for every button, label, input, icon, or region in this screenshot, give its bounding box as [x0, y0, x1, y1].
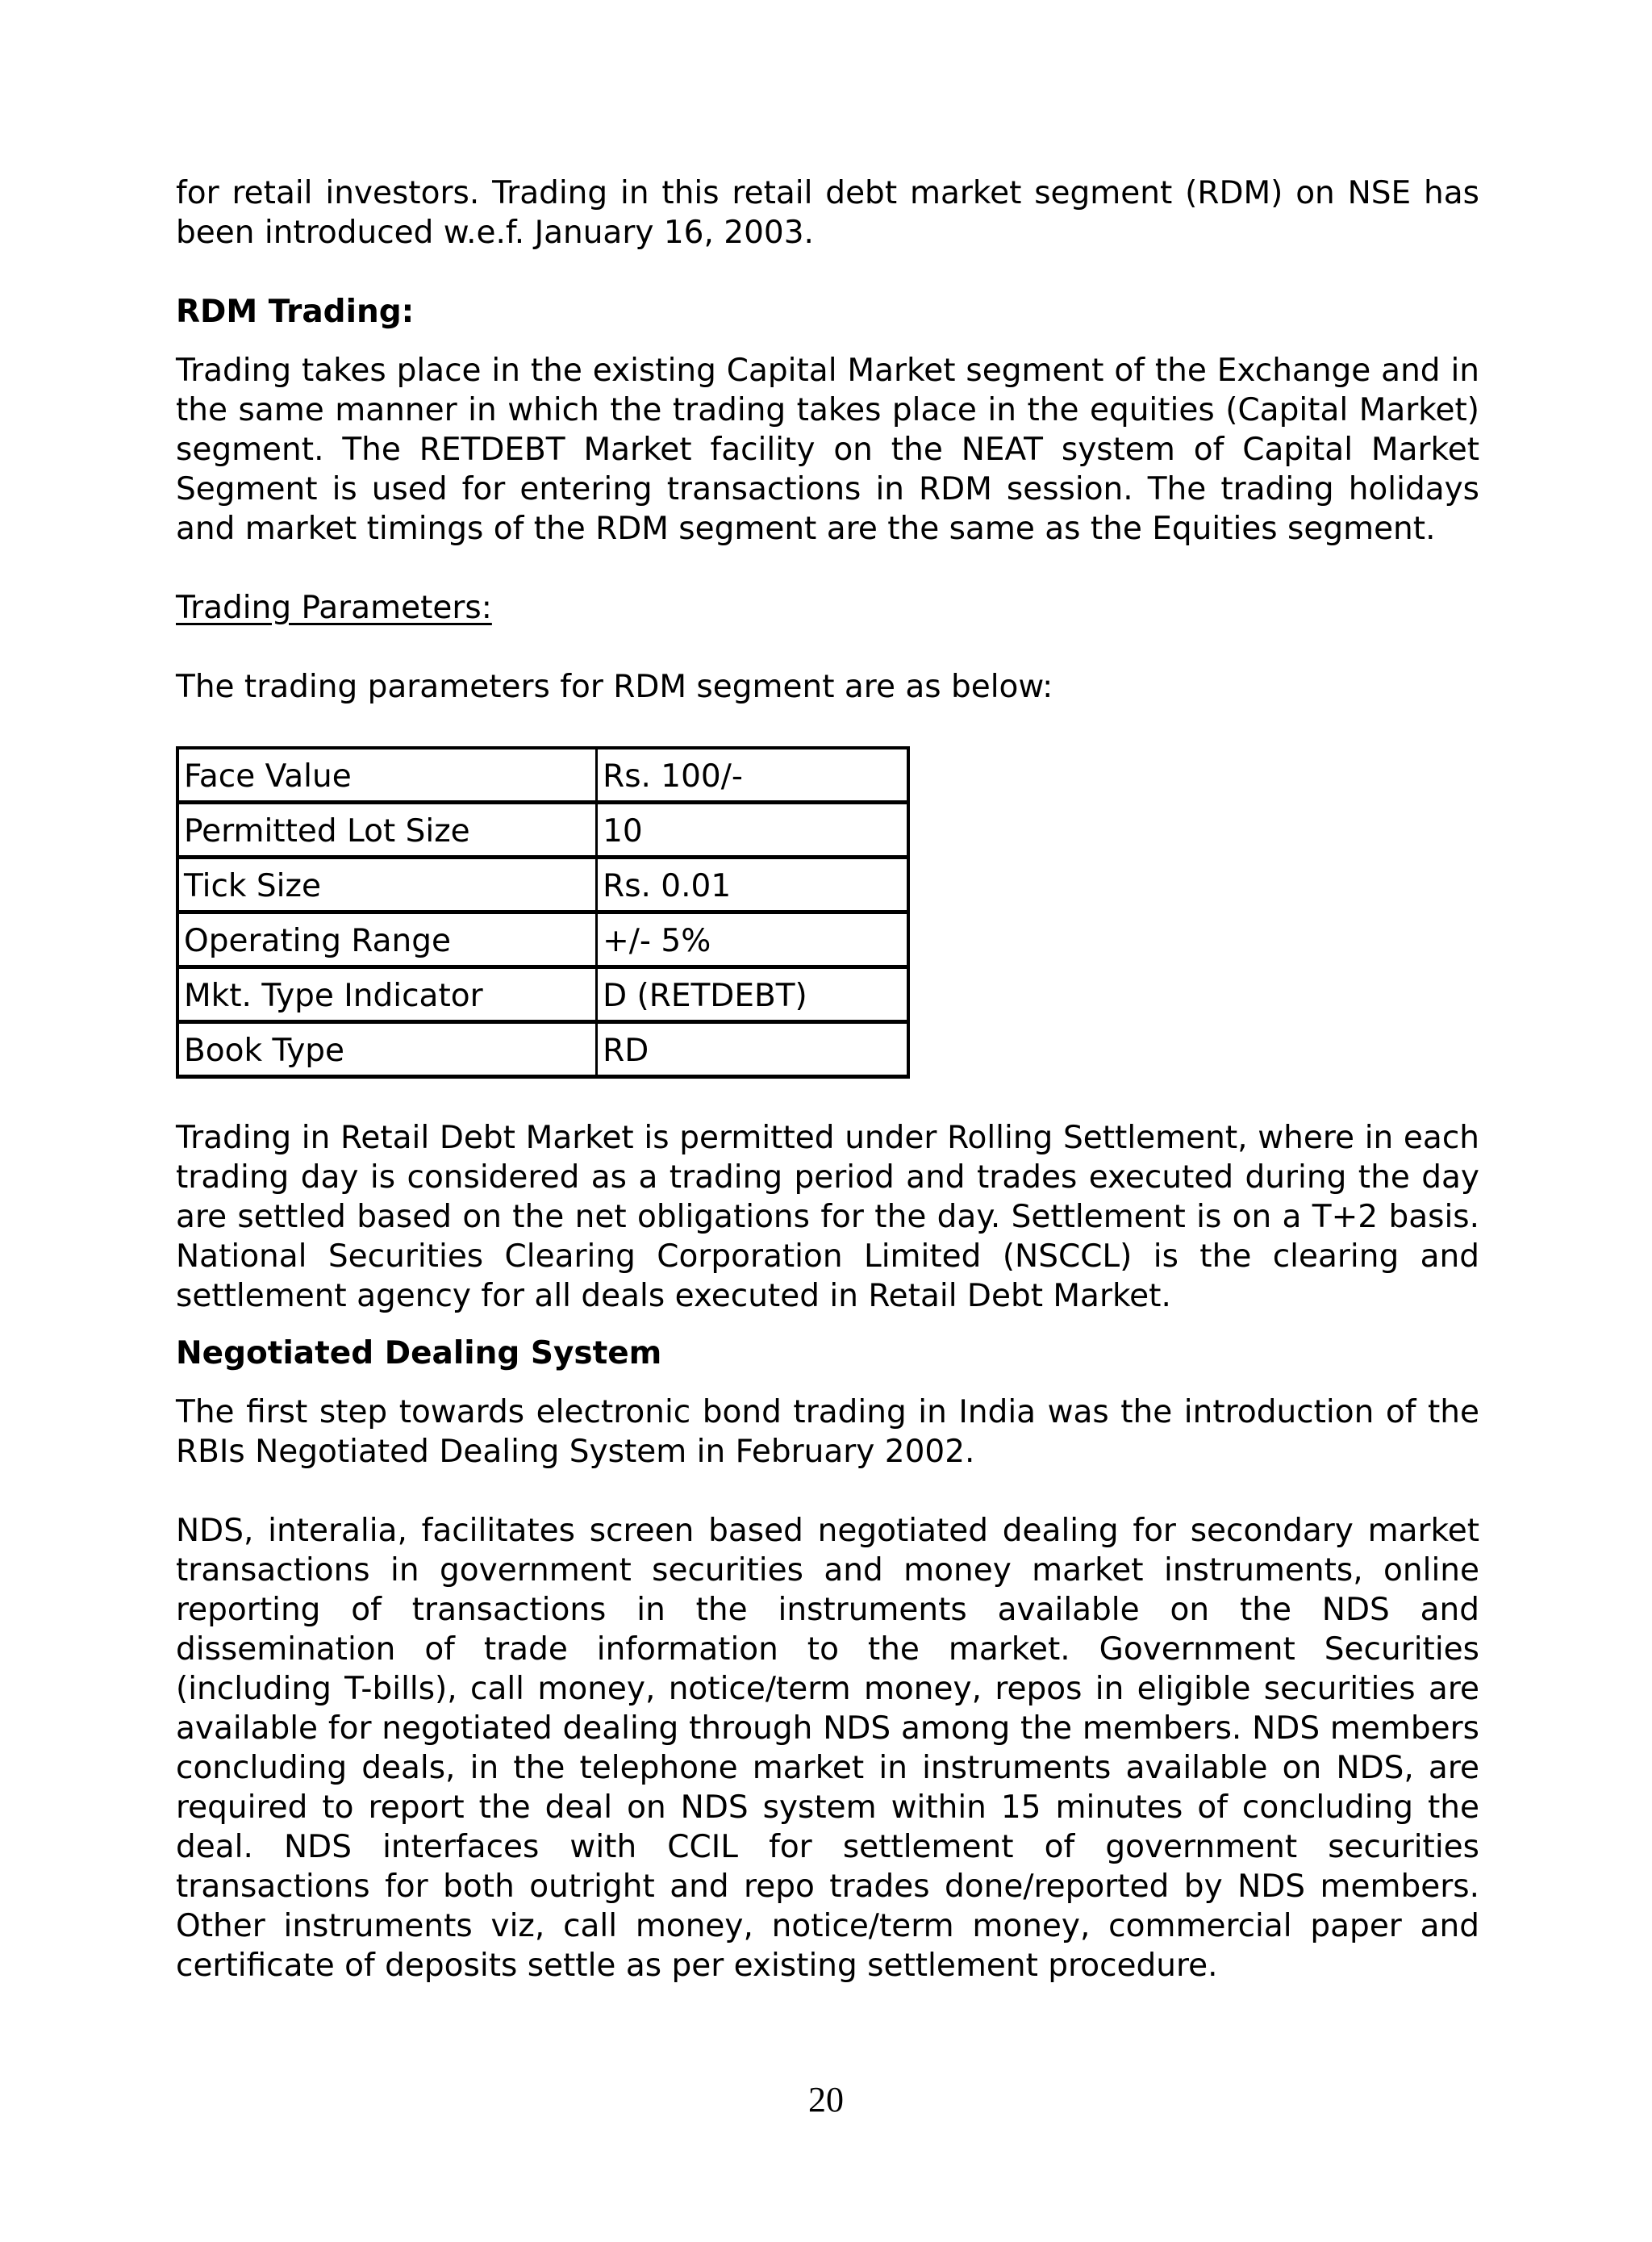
table-row	[179, 1024, 910, 1079]
rdm-trading-heading: RDM Trading:	[176, 294, 415, 330]
trading-parameters-subheading: Trading Parameters:	[176, 590, 492, 626]
trading-parameters-intro: The trading parameters for RDM segment are as below:	[176, 669, 1053, 705]
param-label: Tick Size	[179, 859, 598, 914]
param-value: 10	[598, 804, 910, 859]
param-label: Permitted Lot Size	[179, 804, 598, 859]
intro-paragraph: for retail investors. Trading in this retail debt market segment (RDM) on NSE has been introduced w.e.f. January 16, 2003.	[176, 175, 1479, 251]
page-content	[176, 173, 1479, 1985]
param-label: Mkt. Type Indicator	[179, 969, 598, 1024]
param-value: RD	[598, 1024, 910, 1079]
table-row	[179, 914, 910, 969]
param-value: Rs. 0.01	[598, 859, 910, 914]
param-value: D (RETDEBT)	[598, 969, 910, 1024]
param-label: Book Type	[179, 1024, 598, 1079]
page-number: 20	[808, 2080, 844, 2119]
nds-paragraph-2: NDS, interalia, facilitates screen based negotiated dealing for secondary market transactions in government securities and money market instruments, online reporting of transactions in the instruments available on the NDS and dissemination of trade information to the market. Government Securities (including T-bills), call money, notice/term money, repos in eligible securities are available for negotiated dealing through NDS among the members. NDS members concluding deals, in the telephone market in instruments available on NDS, are required to report the deal on NDS system within 15 minutes of concluding the deal. NDS interfaces with CCIL for settlement of government securities transactions for both outright and repo trades done/reported by NDS members. Other instruments viz, call money, notice/term money, commercial paper and certificate of deposits settle as per existing settlement procedure.	[176, 1513, 1479, 1984]
table-row	[179, 804, 910, 859]
trading-parameters-table	[176, 746, 910, 1079]
nds-heading: Negotiated Dealing System	[176, 1335, 662, 1372]
param-value: +/- 5%	[598, 914, 910, 969]
rdm-trading-paragraph: Trading takes place in the existing Capital Market segment of the Exchange and in the same manner in which the trading takes place in the equities (Capital Market) segment. The RETDEBT Market facility on the NEAT system of Capital Market Segment is used for entering transactions in RDM session. The trading holidays and market timings of the RDM segment are the same as the Equities segment.	[176, 353, 1479, 547]
table-row	[179, 859, 910, 914]
param-label: Face Value	[179, 749, 598, 804]
settlement-paragraph: Trading in Retail Debt Market is permitted under Rolling Settlement, where in each trading day is considered as a trading period and trades executed during the day are settled based on the net obligations for the day. Settlement is on a T+2 basis. National Securities Clearing Corporation Limited (NSCCL) is the clearing and settlement agency for all deals executed in Retail Debt Market.	[176, 1120, 1479, 1314]
nds-paragraph-1: The first step towards electronic bond trading in India was the introduction of the RBIs Negotiated Dealing System in February 2002.	[176, 1394, 1479, 1470]
param-value: Rs. 100/-	[598, 749, 910, 804]
table-row	[179, 749, 910, 804]
param-label: Operating Range	[179, 914, 598, 969]
table-row	[179, 969, 910, 1024]
